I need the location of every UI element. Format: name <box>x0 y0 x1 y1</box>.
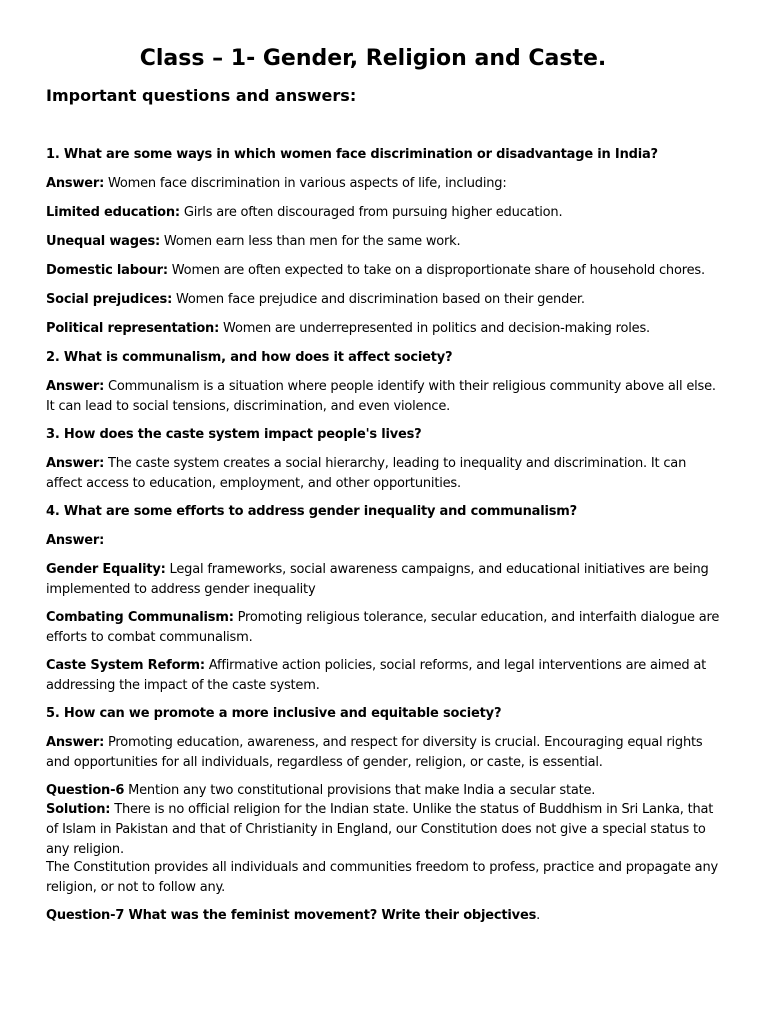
point-combating-communalism <box>46 608 726 648</box>
point-label: Limited education: <box>46 205 180 220</box>
answer-label: Answer: <box>46 735 105 750</box>
answer-text: Women face discrimination in various aspects of life, including: <box>104 176 507 191</box>
solution-6 <box>46 800 726 860</box>
point-label: Combating Communalism: <box>46 610 234 625</box>
point-text: Promoting religious tolerance, secular education, and interfaith dialogue are efforts to combat communalism. <box>46 610 720 645</box>
solution-text: There is no official religion for the Indian state. Unlike the status of Buddhism in Sri Lanka, that of Islam in Pakistan and that of Christianity in England, our Constitution does not give a special status to any religion. <box>46 802 714 857</box>
point-limited-education <box>46 203 726 223</box>
point-label: Caste System Reform: <box>46 658 205 673</box>
answer-label: Answer: <box>46 456 105 471</box>
question-3: 3. How does the caste system impact people's lives? <box>46 427 422 442</box>
point-text: Affirmative action policies, social reforms, and legal interventions are aimed at addressing the impact of the caste system. <box>46 658 707 693</box>
answer-label: Answer: <box>46 533 105 548</box>
question-text: Mention any two constitutional provisions that make India a secular state. <box>124 783 596 798</box>
point-text: Women earn less than men for the same work. <box>159 234 461 249</box>
solution-label: Solution: <box>46 802 111 817</box>
answer-5 <box>46 733 726 773</box>
answer-4 <box>46 531 726 551</box>
answer-text: The caste system creates a social hierarchy, leading to inequality and discrimination. It can affect access to education, employment, and other opportunities. <box>46 456 687 491</box>
question-7 <box>46 906 726 926</box>
answer-label: Answer: <box>46 176 105 191</box>
question-6 <box>46 781 726 801</box>
point-unequal-wages <box>46 232 726 252</box>
answer-3 <box>46 454 726 494</box>
point-domestic-labour <box>46 261 726 281</box>
question-label: Question-6 <box>46 783 125 798</box>
point-caste-system-reform <box>46 656 726 696</box>
page-subtitle: Important questions and answers: <box>46 86 357 105</box>
question-2: 2. What is communalism, and how does it affect society? <box>46 350 453 365</box>
answer-label: Answer: <box>46 379 105 394</box>
point-label: Gender Equality: <box>46 562 166 577</box>
point-label: Social prejudices: <box>46 292 173 307</box>
answer-2 <box>46 377 726 417</box>
question-5: 5. How can we promote a more inclusive and equitable society? <box>46 706 502 721</box>
answer-text: Communalism is a situation where people identify with their religious community above all else. It can lead to social tensions, discrimination, and even violence. <box>46 379 716 414</box>
question-4: 4. What are some efforts to address gender inequality and communalism? <box>46 504 577 519</box>
point-label: Political representation: <box>46 321 220 336</box>
point-text: Girls are often discouraged from pursuing higher education. <box>179 205 563 220</box>
point-label: Domestic labour: <box>46 263 168 278</box>
point-text: Legal frameworks, social awareness campaigns, and educational initiatives are being implemented to address gender inequality <box>46 562 709 597</box>
question-1: 1. What are some ways in which women face discrimination or disadvantage in India? <box>46 147 658 162</box>
answer-text: Promoting education, awareness, and respect for diversity is crucial. Encouraging equal rights and opportunities for all individuals, regardless of gender, religion, or caste, is essential. <box>46 735 703 770</box>
point-text: Women are underrepresented in politics and decision-making roles. <box>219 321 650 336</box>
point-political-representation <box>46 319 726 339</box>
question-text: Question-7 What was the feminist movement? Write their objectives <box>46 908 537 923</box>
answer-1 <box>46 174 726 194</box>
point-text: Women face prejudice and discrimination based on their gender. <box>172 292 585 307</box>
point-social-prejudices <box>46 290 726 310</box>
point-label: Unequal wages: <box>46 234 160 249</box>
solution-6-continued: The Constitution provides all individuals and communities freedom to profess, practice and propagate any religion, or not to follow any. <box>46 860 718 895</box>
page-title: Class – 1- Gender, Religion and Caste. <box>139 46 607 71</box>
question-end: . <box>536 908 541 923</box>
point-text: Women are often expected to take on a disproportionate share of household chores. <box>167 263 705 278</box>
point-gender-equality <box>46 560 726 600</box>
